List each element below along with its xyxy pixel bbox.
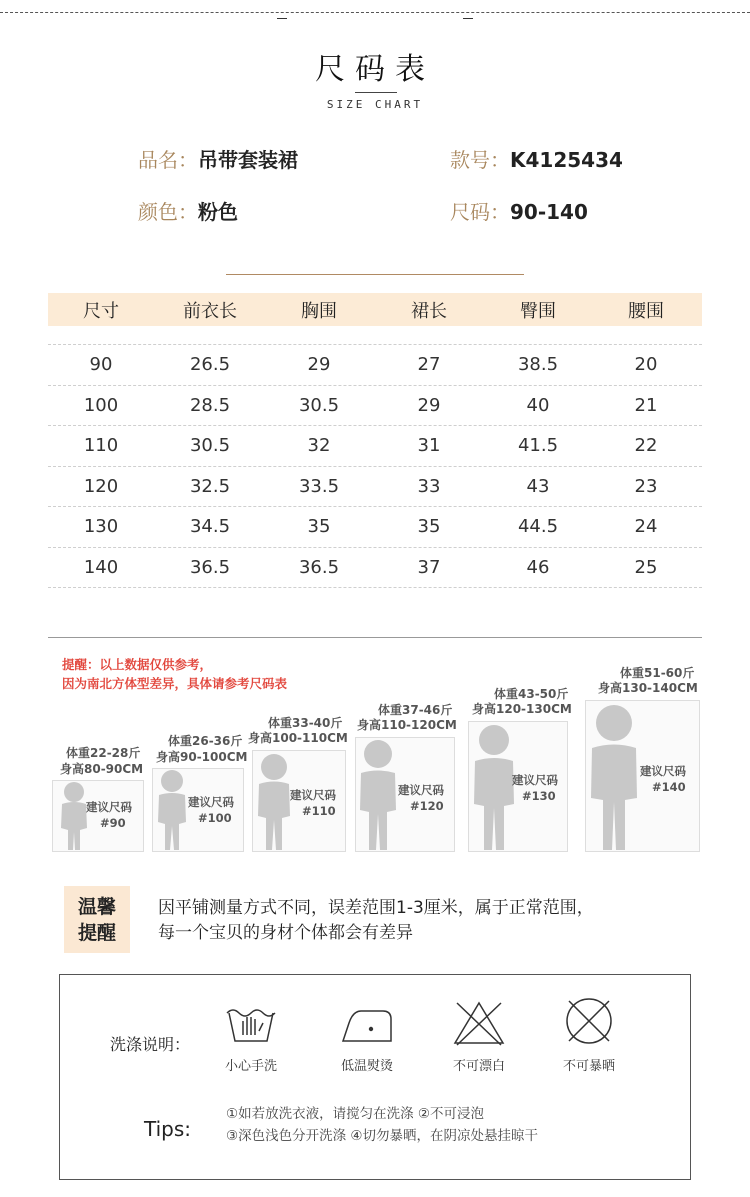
size-cell: 130 xyxy=(83,516,119,538)
no-bleach-icon xyxy=(451,999,507,1047)
size-cell: 140 xyxy=(83,556,119,578)
column-header: 裙长 xyxy=(411,300,447,322)
care-item-label: 低温熨烫 xyxy=(340,1059,393,1074)
care-item-no-bleach xyxy=(434,999,524,1074)
table-row xyxy=(48,386,702,427)
table-cell: 40 xyxy=(526,394,550,416)
care-item-label: 小心手洗 xyxy=(224,1059,277,1074)
care-item-label: 不可暴晒 xyxy=(562,1059,615,1074)
table-cell: 29 xyxy=(417,394,441,416)
product-name xyxy=(138,144,298,173)
child-silhouette-icon xyxy=(356,738,400,852)
table-cell: 21 xyxy=(634,394,658,416)
notice-line: 因平铺测量方式不同，误差范围1-3厘米，属于正常范围， xyxy=(158,898,594,918)
size-table-body xyxy=(48,344,702,588)
table-cell: 34.5 xyxy=(189,516,231,538)
section-divider xyxy=(48,637,702,638)
column-header: 腰围 xyxy=(628,300,664,322)
table-cell: 26.5 xyxy=(189,354,231,376)
table-cell: 30.5 xyxy=(189,435,231,457)
size-cell: 120 xyxy=(83,475,119,497)
size-cell: 90 xyxy=(89,354,113,376)
table-cell: 41.5 xyxy=(517,435,559,457)
warning-line: 提醒：以上数据仅供参考， xyxy=(62,657,213,672)
page-title: 尺码表 xyxy=(315,52,435,87)
table-cell: 27 xyxy=(417,354,441,376)
figure-height: 身高90-100CM xyxy=(156,750,248,764)
figure-recommend: 建议尺码 xyxy=(512,773,558,787)
figure-weight: 体重43-50斤 xyxy=(494,687,569,701)
child-silhouette-icon xyxy=(586,702,642,852)
product-color-value: 粉色 xyxy=(198,200,238,224)
notice-badge-line: 提醒 xyxy=(77,922,116,944)
table-cell: 35 xyxy=(417,516,441,538)
figure-recommend: 建议尺码 xyxy=(398,783,444,797)
info-divider xyxy=(226,274,524,275)
figure-recommend: 建议尺码 xyxy=(290,788,336,802)
table-row xyxy=(48,467,702,508)
table-cell: 46 xyxy=(526,556,550,578)
table-row xyxy=(48,345,702,386)
table-cell: 33 xyxy=(417,475,441,497)
figure-height: 身高110-120CM xyxy=(357,718,457,732)
figure-size: #130 xyxy=(522,789,556,803)
product-size-range xyxy=(450,196,588,225)
table-cell: 30.5 xyxy=(298,394,340,416)
table-cell: 25 xyxy=(634,556,658,578)
figure-height: 身高100-110CM xyxy=(248,731,348,745)
table-cell: 32.5 xyxy=(189,475,231,497)
table-cell: 22 xyxy=(634,435,658,457)
reference-warning xyxy=(62,655,287,693)
title-dash-right xyxy=(463,18,473,19)
table-cell: 43 xyxy=(526,475,550,497)
figure-weight: 体重26-36斤 xyxy=(168,734,243,748)
table-cell: 29 xyxy=(307,354,331,376)
table-cell: 35 xyxy=(307,516,331,538)
figure-recommend: 建议尺码 xyxy=(188,795,234,809)
table-cell: 36.5 xyxy=(189,556,231,578)
table-cell: 31 xyxy=(417,435,441,457)
tips-label: Tips: xyxy=(144,1117,192,1141)
figure-weight: 体重37-46斤 xyxy=(378,703,453,717)
figure-weight: 体重33-40斤 xyxy=(268,716,343,730)
product-size-value: 90-140 xyxy=(510,200,588,224)
title-dash-left xyxy=(277,18,287,19)
figure-height: 身高130-140CM xyxy=(598,681,698,695)
top-dashed-divider xyxy=(0,12,750,13)
low-iron-icon xyxy=(339,1005,395,1047)
tips-line: ①如若放洗衣液，请搅匀在洗涤 ②不可浸泡 xyxy=(226,1106,484,1122)
column-header: 前衣长 xyxy=(183,300,237,322)
product-style-value: K4125434 xyxy=(510,148,623,172)
product-color-key: 颜色： xyxy=(138,200,198,224)
notice-text xyxy=(158,896,594,946)
product-size-key: 尺码： xyxy=(450,200,510,224)
figure-size: #100 xyxy=(198,811,232,825)
hand-wash-icon xyxy=(223,1001,279,1047)
table-row xyxy=(48,548,702,589)
child-silhouette-icon xyxy=(54,780,94,852)
size-table-header xyxy=(48,293,702,326)
table-cell: 33.5 xyxy=(298,475,340,497)
table-cell: 32 xyxy=(307,435,331,457)
figure-weight: 体重51-60斤 xyxy=(620,666,695,680)
figure-size: #110 xyxy=(302,804,336,818)
child-silhouette-icon xyxy=(470,722,518,852)
warning-line: 因为南北方体型差异，具体请参考尺码表 xyxy=(62,676,288,691)
tips-line: ③深色浅色分开洗涤 ④切勿暴晒，在阴凉处悬挂晾干 xyxy=(226,1128,538,1144)
table-cell: 24 xyxy=(634,516,658,538)
care-item-low-iron xyxy=(322,1005,412,1074)
figure-height: 身高120-130CM xyxy=(472,702,572,716)
child-silhouette-icon xyxy=(154,768,190,852)
tips-text xyxy=(226,1103,538,1147)
size-cell: 100 xyxy=(83,394,119,416)
table-cell: 36.5 xyxy=(298,556,340,578)
product-name-value: 吊带套装裙 xyxy=(198,148,298,172)
column-header: 尺寸 xyxy=(83,300,119,322)
figure-weight: 体重22-28斤 xyxy=(66,746,141,760)
table-cell: 37 xyxy=(417,556,441,578)
care-label: 洗涤说明： xyxy=(110,1035,191,1054)
table-row xyxy=(48,426,702,467)
notice-badge-line: 温馨 xyxy=(77,896,116,918)
no-tumble-dry-icon xyxy=(561,995,617,1047)
notice-line: 每一个宝贝的身材个体都会有差异 xyxy=(158,923,413,943)
figure-recommend: 建议尺码 xyxy=(640,764,686,778)
product-style xyxy=(450,144,623,173)
care-instructions xyxy=(59,974,691,1180)
title-underline xyxy=(355,92,397,93)
product-style-key: 款号： xyxy=(450,148,510,172)
table-row xyxy=(48,507,702,548)
table-cell: 38.5 xyxy=(517,354,559,376)
table-cell: 20 xyxy=(634,354,658,376)
notice-badge xyxy=(64,886,130,953)
figure-size: #140 xyxy=(652,780,686,794)
care-item-label: 不可漂白 xyxy=(452,1059,505,1074)
care-item-no-sun xyxy=(544,995,634,1074)
table-cell: 44.5 xyxy=(517,516,559,538)
size-table xyxy=(48,293,702,588)
figure-size: #90 xyxy=(100,816,126,830)
table-cell: 23 xyxy=(634,475,658,497)
column-header: 胸围 xyxy=(301,300,337,322)
figure-size: #120 xyxy=(410,799,444,813)
child-silhouette-icon xyxy=(254,752,294,852)
care-item-hand-wash xyxy=(206,1001,296,1074)
page-subtitle: SIZE CHART xyxy=(326,98,424,111)
product-color xyxy=(138,196,238,225)
product-name-key: 品名： xyxy=(138,148,198,172)
figure-recommend: 建议尺码 xyxy=(86,800,132,814)
table-cell: 28.5 xyxy=(189,394,231,416)
column-header: 臀围 xyxy=(520,300,556,322)
figure-height: 身高80-90CM xyxy=(60,762,144,776)
size-cell: 110 xyxy=(83,435,119,457)
